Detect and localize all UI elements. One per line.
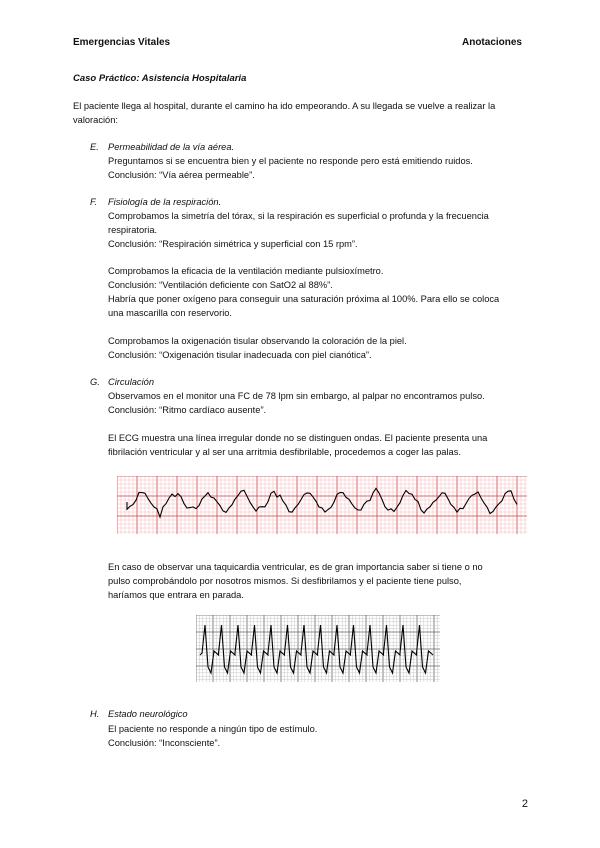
header-right: Anotaciones (461, 37, 522, 48)
ecg-trace (127, 488, 517, 517)
body-line: El paciente no responde a ningún tipo de estímulo. (108, 724, 318, 734)
ecg-tachycardia-strip (196, 615, 440, 682)
body-line: haríamos que entrara en parada. (108, 590, 244, 600)
body-line: Comprobamos la eficacia de la ventilación mediante pulsioxímetro. (108, 266, 384, 276)
header-left: Emergencias Vitales (73, 37, 171, 48)
body-line: Comprobamos la simetría del tórax, si la respiración es superficial o profunda y la frecuencia (108, 211, 489, 221)
body-line: Preguntamos si se encuentra bien y el paciente no responde pero está emitiendo ruidos. (108, 156, 473, 166)
body-line: El ECG muestra una línea irregular donde no se distinguen ondas. El paciente presenta una (108, 433, 488, 443)
body-line: Conclusión: “Oxigenación tisular inadecuada con piel cianótica”. (108, 350, 372, 360)
body-line: Comprobamos la oxigenación tisular observando la coloración de la piel. (108, 336, 407, 346)
body-line: Conclusión: “Respiración simétrica y superficial con 15 rpm”. (108, 239, 358, 249)
body-line: Observamos en el monitor una FC de 78 lpm sin embargo, al palpar no encontramos pulso. (108, 391, 485, 401)
section-marker: H. (90, 709, 100, 719)
body-line: Conclusión: “Inconsciente”. (108, 738, 221, 748)
body-line: Conclusión: “Ritmo cardíaco ausente”. (108, 405, 267, 415)
body-line: respiratoria. (108, 225, 158, 235)
intro-line: El paciente llega al hospital, durante el camino ha ido empeorando. A su llegada se vuelve a realizar la (73, 101, 496, 111)
body-line: Conclusión: “Ventilación deficiente con SatO2 al 88%”. (108, 280, 333, 290)
ecg-fibrillation-strip (117, 476, 527, 534)
section-marker: F. (90, 197, 98, 207)
section-heading: Fisiología de la respiración. (108, 197, 222, 207)
body-line: fibrilación ventricular y al ser una arritmia desfibrilable, procedemos a coger las palas. (108, 447, 461, 457)
section-marker: E. (90, 142, 99, 152)
page-title: Caso Práctico: Asistencia Hospitalaria (73, 73, 247, 84)
section-marker: G. (90, 377, 100, 387)
page-number: 2 (521, 798, 528, 810)
body-line: Habría que poner oxígeno para conseguir una saturación próxima al 100%. Para ello se coloca (108, 294, 500, 304)
section-heading: Permeabilidad de la vía aérea. (108, 142, 235, 152)
body-line: pulso comprobándolo por nosotros mismos. Si desfibrilamos y el paciente tiene pulso, (108, 576, 462, 586)
section-heading: Estado neurológico (108, 709, 188, 719)
intro-line: valoración: (73, 115, 118, 125)
body-line: En caso de observar una taquicardia ventricular, es de gran importancia saber si tiene o no (108, 562, 483, 572)
body-line: Conclusión: “Vía aérea permeable”. (108, 170, 255, 180)
body-line: una mascarilla con reservorio. (108, 308, 233, 318)
section-heading: Circulación (108, 377, 154, 387)
